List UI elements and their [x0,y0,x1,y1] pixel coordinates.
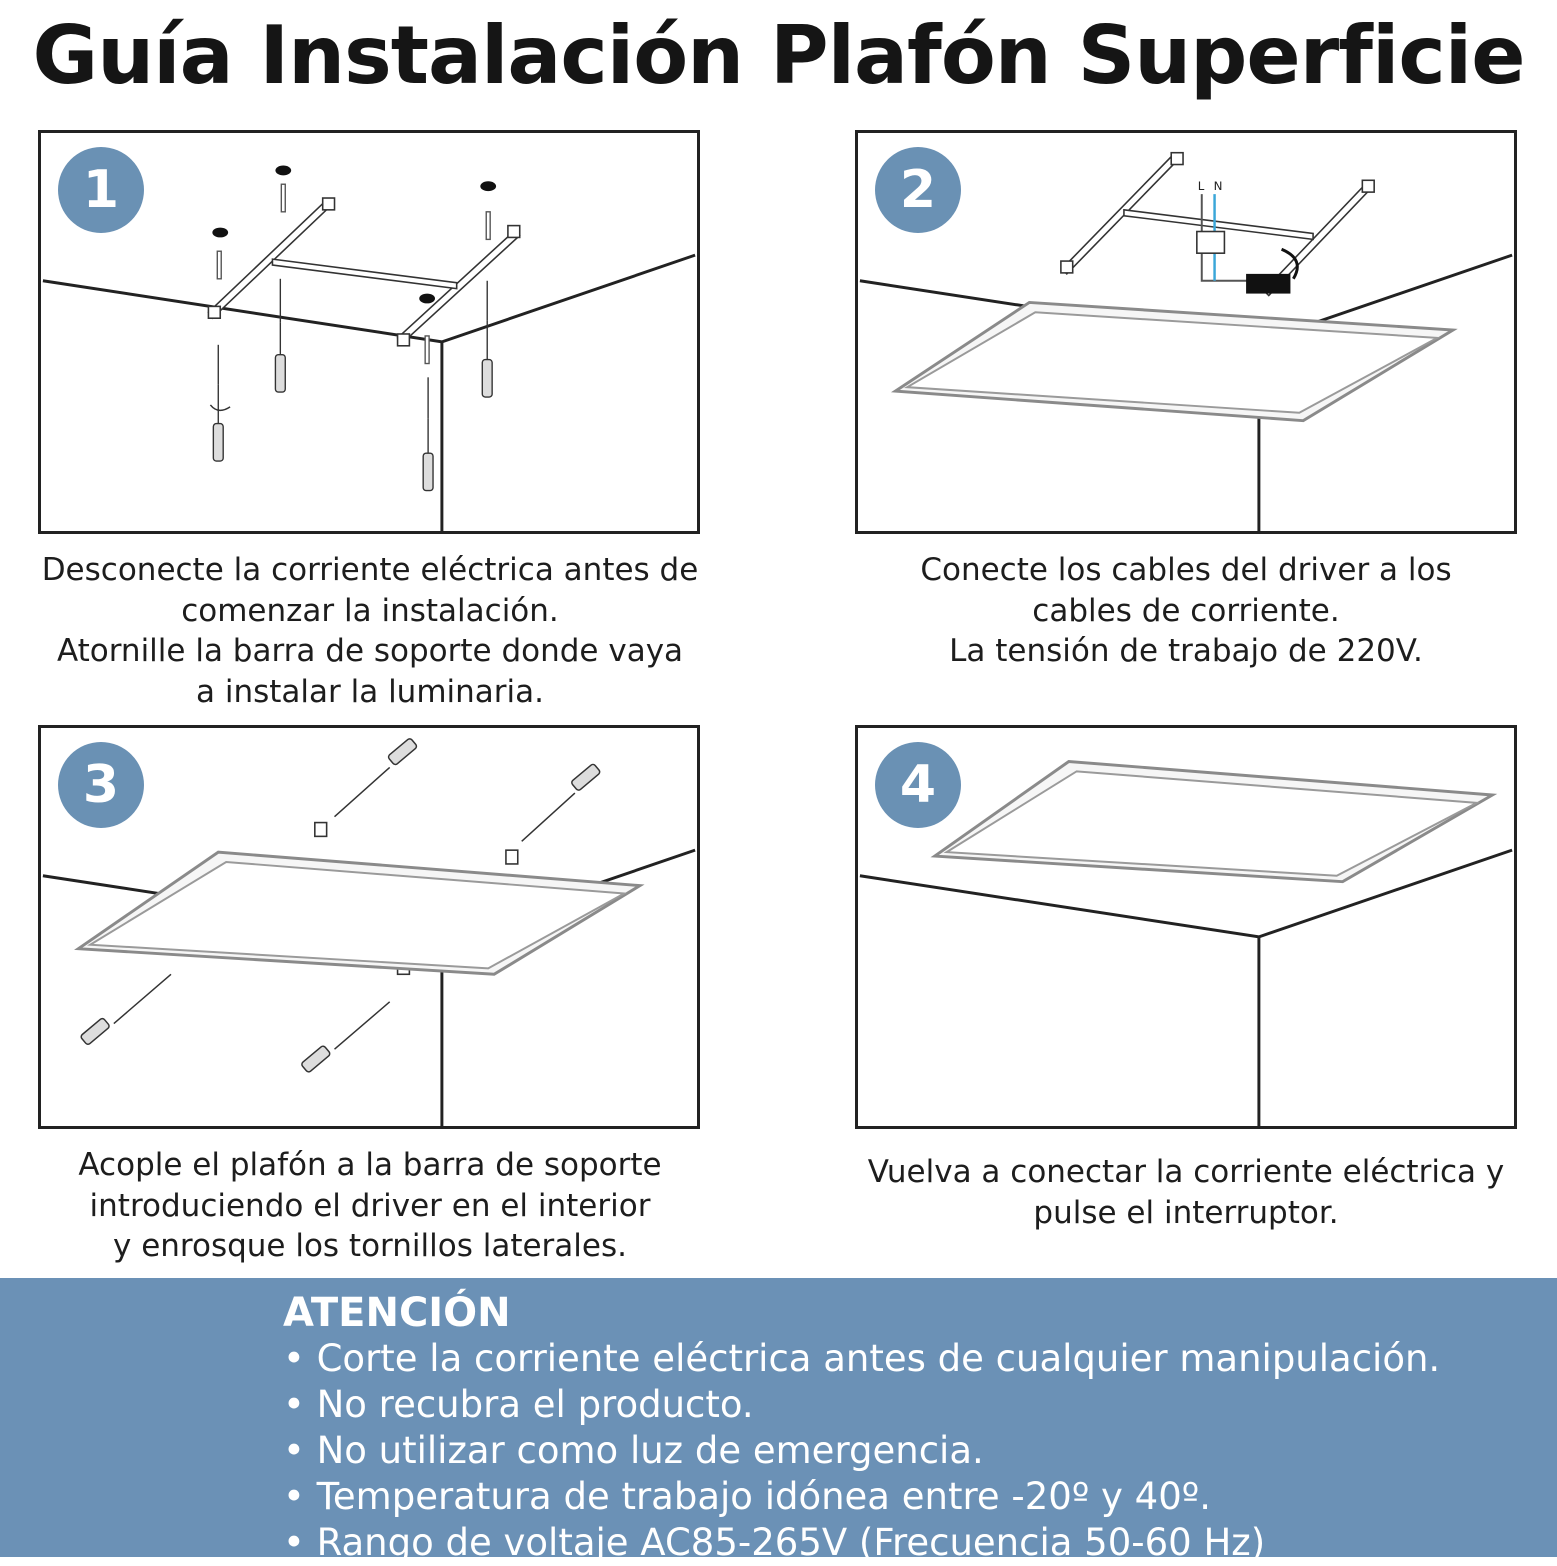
step-4-badge: 4 [875,742,961,828]
wire-label-n: N [1213,179,1223,194]
step-2-panel [855,130,1517,534]
step-1-caption [0,550,750,712]
step-4-caption [806,1152,1557,1233]
attention-list [283,1336,1440,1566]
step-1-caption-line: a instalar la luminaria. [195,673,544,710]
step-3-caption-line: introduciendo el driver en el interior [89,1187,651,1224]
page-title: Guía Instalación Plafón Superficie [32,9,1525,102]
step-2-caption [806,550,1557,672]
step-4-caption-line: pulse el interruptor. [1033,1194,1339,1231]
step-2-caption-line: Conecte los cables del driver a los [920,552,1452,588]
step-3-caption-line: Acople el plafón a la barra de soporte [78,1147,662,1183]
step-1-panel [38,130,700,534]
step-3-caption [0,1145,750,1267]
step-1-caption-line: comenzar la instalación. [181,592,559,629]
attention-item: • Corte la corriente eléctrica antes de cualquier manipulación. [283,1336,1440,1382]
wire-label-l: L [1197,179,1205,194]
attention-item: • Temperatura de trabajo idónea entre -20º y 40º. [283,1474,1440,1520]
step-3-panel [38,725,700,1129]
attention-box [0,1278,1557,1564]
step-2-caption-line: cables de corriente. [1032,592,1340,629]
step-1-badge: 1 [58,147,144,233]
step-2-caption-line: La tensión de trabajo de 220V. [949,633,1423,669]
step-4-caption-line: Vuelva a conectar la corriente eléctrica y [867,1154,1505,1190]
step-1-caption-line: Desconecte la corriente eléctrica antes de [41,552,699,588]
attention-item: • No utilizar como luz de emergencia. [283,1428,1440,1474]
step-4-panel [855,725,1517,1129]
step-3-caption-line: y enrosque los tornillos laterales. [113,1228,627,1264]
attention-item: • No recubra el producto. [283,1382,1440,1428]
step-3-badge: 3 [58,742,144,828]
attention-title: ATENCIÓN [283,1290,511,1336]
attention-item: • Rango de voltaje AC85-265V (Frecuencia 50-60 Hz) [283,1520,1440,1566]
step-2-badge: 2 [875,147,961,233]
step-1-caption-line: Atornille la barra de soporte donde vaya [56,633,684,669]
